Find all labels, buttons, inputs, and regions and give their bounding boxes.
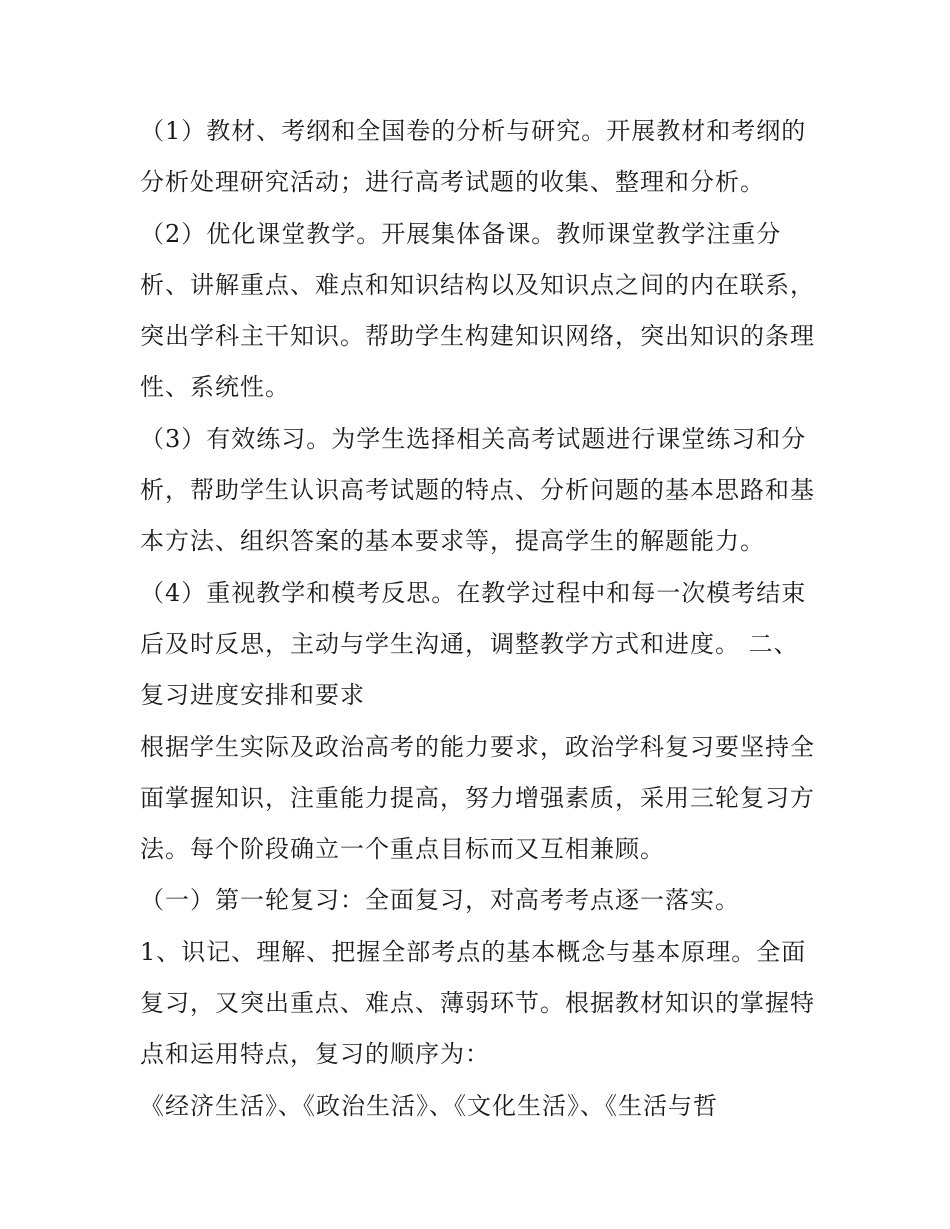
document-body <box>140 106 820 1132</box>
text-line: 1、识记、理解、把握全部考点的基本概念与基本原理。全面 <box>140 937 807 966</box>
text-line: 析、讲解重点、难点和知识结构以及知识点之间的内在联系， <box>140 270 815 299</box>
subsection-heading: （一）第一轮复习：全面复习，对高考考点逐一落实。 <box>140 886 740 915</box>
text-line: 本方法、组织答案的基本要求等，提高学生的解题能力。 <box>140 527 765 556</box>
text-line: 析，帮助学生认识高考试题的特点、分析问题的基本思路和基 <box>140 476 815 505</box>
text-line: 法。每个阶段确立一个重点目标而又互相兼顾。 <box>140 835 665 864</box>
section-heading: 复习进度安排和要求 <box>140 681 365 710</box>
text-line: 面掌握知识，注重能力提高，努力增强素质，采用三轮复习方 <box>140 783 815 812</box>
text-line: （2）优化课堂教学。开展集体备课。教师课堂教学注重分 <box>140 219 782 248</box>
text-line: 根据学生实际及政治高考的能力要求，政治学科复习要坚持全 <box>140 732 815 761</box>
text-line: 性、系统性。 <box>140 373 290 402</box>
text-line: （1）教材、考纲和全国卷的分析与研究。开展教材和考纲的 <box>140 117 807 145</box>
text-line: 突出学科主干知识。帮助学生构建知识网络，突出知识的条理 <box>140 322 815 351</box>
text-line: （3）有效练习。为学生选择相关高考试题进行课堂练习和分 <box>140 424 807 453</box>
text-line: 后及时反思，主动与学生沟通，调整教学方式和进度。 二、 <box>140 629 799 658</box>
text-line: 分析处理研究活动；进行高考试题的收集、整理和分析。 <box>140 168 765 197</box>
text-line: （4）重视教学和模考反思。在教学过程中和每一次模考结束 <box>140 578 807 607</box>
text-line: 点和运用特点，复习的顺序为： <box>140 1040 490 1069</box>
text-line: 复习，又突出重点、难点、薄弱环节。根据教材知识的掌握特 <box>140 989 815 1018</box>
text-line: 《经济生活》、《政治生活》、《文化生活》、《生活与哲 <box>140 1091 718 1120</box>
